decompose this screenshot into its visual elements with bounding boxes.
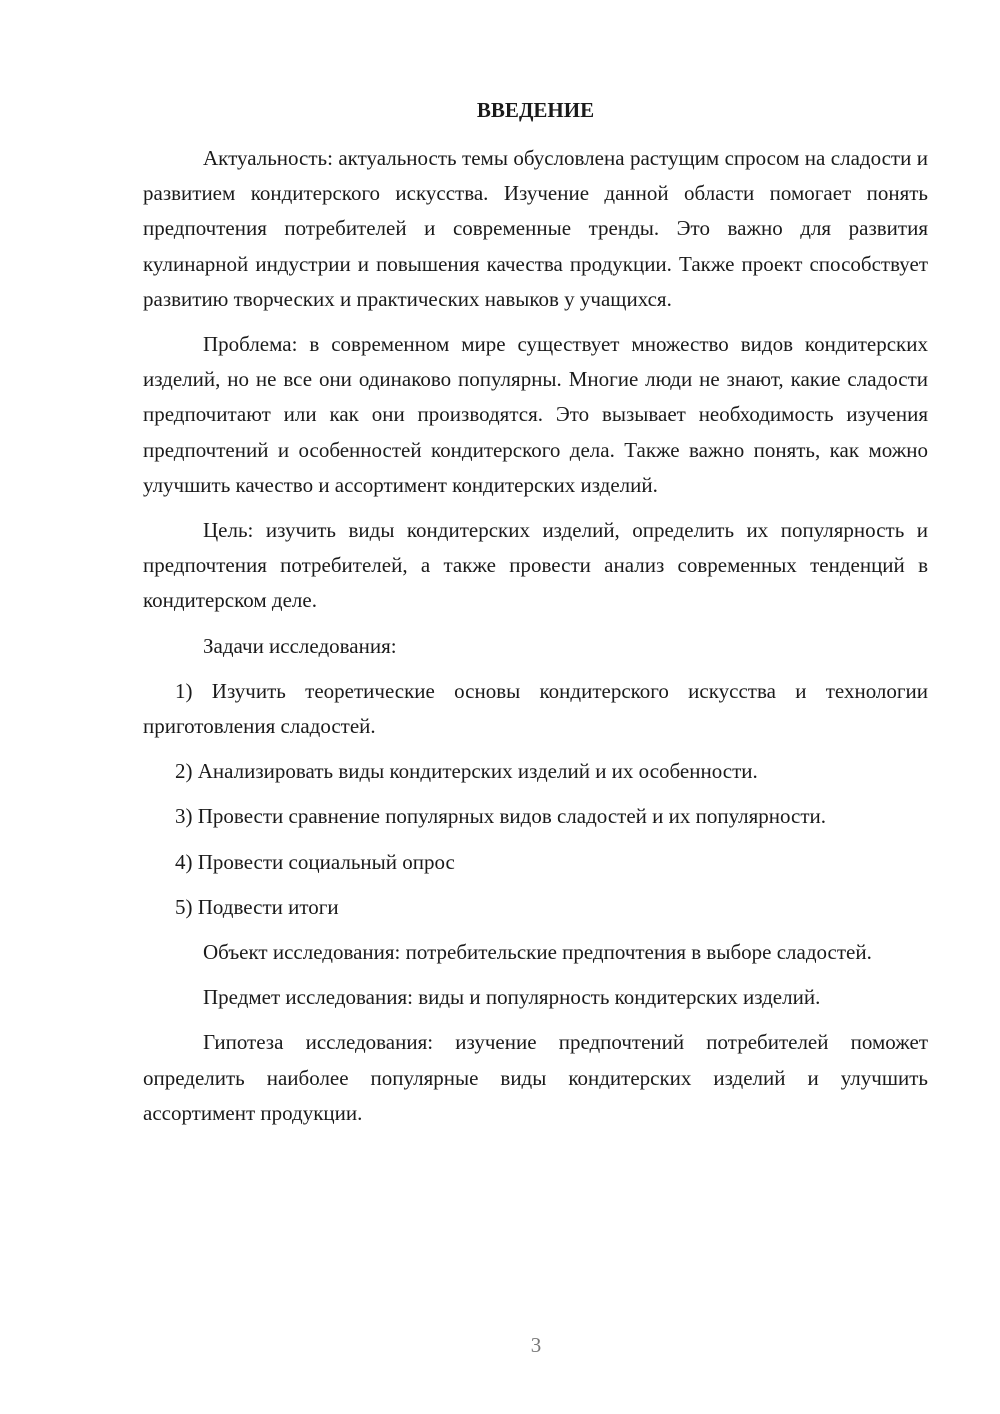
- page-number: 3: [530, 1333, 542, 1357]
- goal-paragraph: Цель: изучить виды кондитерских изделий, определить их популярность и предпочтения потребителей, а также провести анализ современных тенденций в кондитерском деле.: [143, 518, 928, 613]
- page-title: ВВЕДЕНИЕ: [476, 98, 595, 122]
- task-item: 1) Изучить теоретические основы кондитерского искусства и технологии приготовления сладостей.: [143, 678, 928, 739]
- object-paragraph: Объект исследования: потребительские предпочтения в выборе сладостей.: [203, 940, 872, 965]
- task-item: 5) Подвести итоги: [175, 894, 339, 919]
- hypothesis-paragraph: Гипотеза исследования: изучение предпочтений потребителей поможет определить наиболее популярные виды кондитерских изделий и улучшить ассортимент продукции.: [143, 1030, 928, 1125]
- task-item: 4) Провести социальный опрос: [175, 849, 455, 874]
- document-page: [143, 93, 928, 1141]
- task-item: 3) Провести сравнение популярных видов сладостей и их популярности.: [175, 804, 827, 829]
- relevance-paragraph: Актуальность: актуальность темы обусловлена растущим спросом на сладости и развитием кондитерского искусства. Изучение данной области помогает понять предпочтения потребителей и современные тренды. Это важно для развития кулинарной индустрии и повышения качества продукции. Также проект способствует развитию творческих и практических навыков у учащихся.: [143, 146, 928, 311]
- problem-paragraph: Проблема: в современном мире существует множество видов кондитерских изделий, но не все они одинаково популярны. Многие люди не знают, какие сладости предпочитают или как они производятся. Это вызывает необходимость изучения предпочтений и особенностей кондитерского дела. Также важно понять, как можно улучшить качество и ассортимент кондитерских изделий.: [143, 332, 928, 497]
- subject-paragraph: Предмет исследования: виды и популярность кондитерских изделий.: [203, 985, 821, 1010]
- task-item: 2) Анализировать виды кондитерских изделий и их особенности.: [175, 759, 758, 784]
- tasks-heading: Задачи исследования:: [203, 633, 397, 658]
